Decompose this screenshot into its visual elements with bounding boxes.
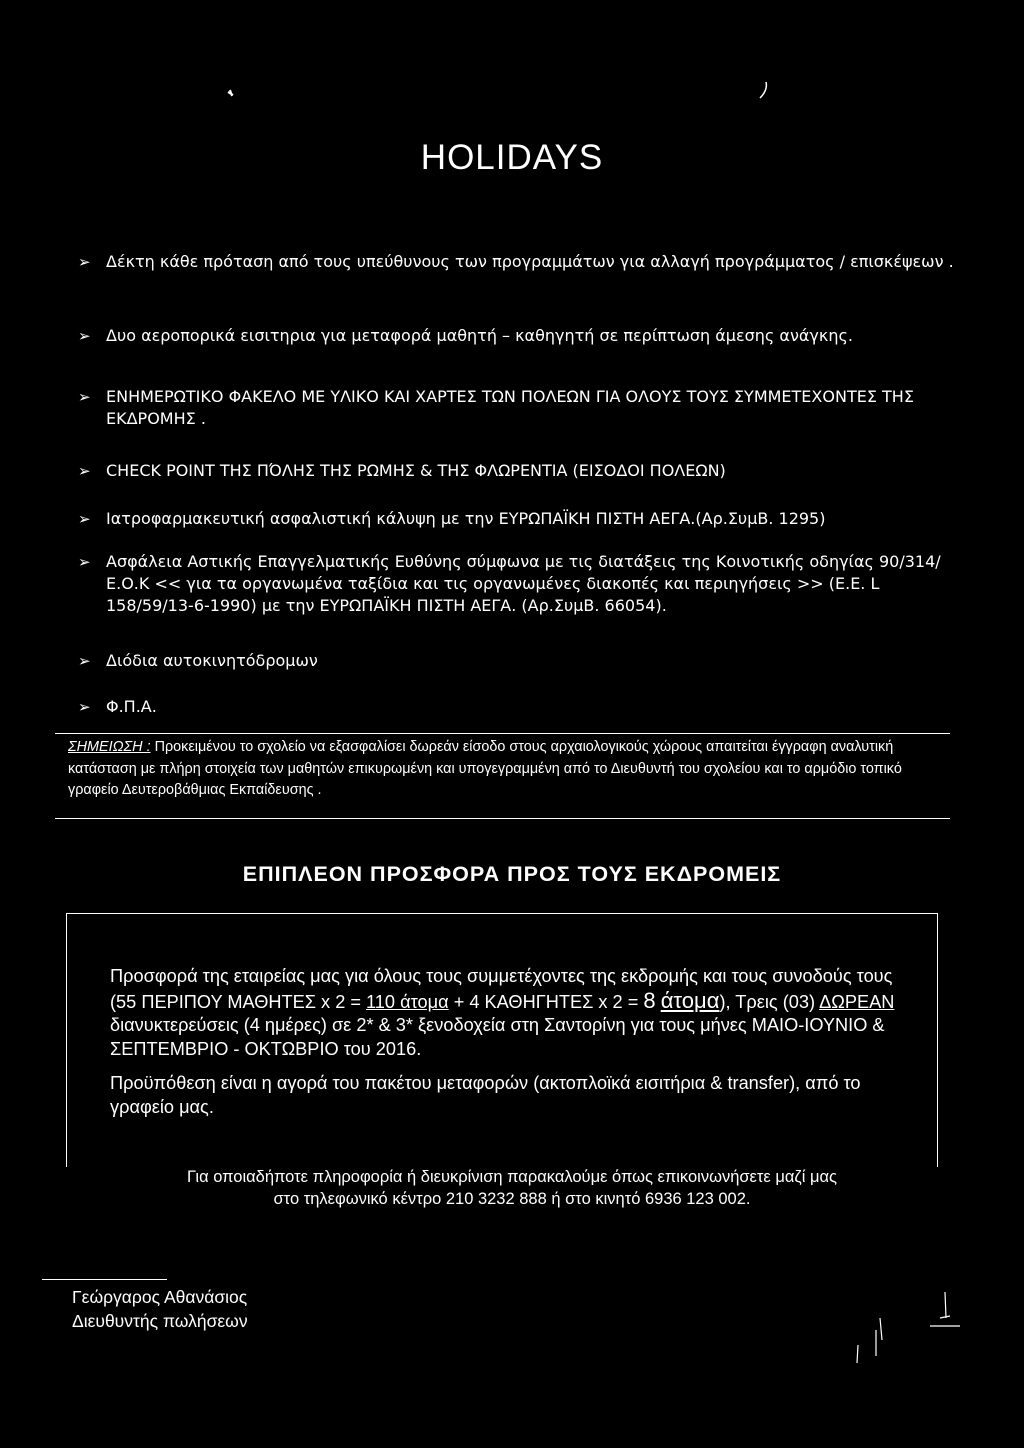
- bullet-item: [78, 251, 958, 273]
- offer-paragraph: Προσφορά της εταιρείας μας για όλους τους συμμετέχοντες της εκδρομής και τους συνοδούς τους (55 ΠΕΡΙΠΟΥ ΜΑΘΗΤΕΣ x 2 = 110 άτομα + 4 ΚΑΘΗΓΗΤΕΣ x 2 = 8 άτομα), Τρεις (03) ΔΩΡΕΑΝ διανυκτερεύσεις (4 ημέρες) σε 2* & 3* ξενοδοχεία στη Σαντορίνη για τους μήνες ΜΑΙΟ-ΙΟΥΝΙΟ & ΣΕΠΤΕΜΒΡΙΟ - ΟΚΤΩΒΡΙΟ του 2016.: [110, 966, 895, 1059]
- contact-info: [0, 1166, 1024, 1210]
- signature-line: [42, 1279, 167, 1280]
- bullet-item: [78, 325, 958, 347]
- signature-role: Διευθυντής πωλήσεων: [72, 1311, 248, 1331]
- offer-heading: ΕΠΙΠΛΕΟΝ ΠΡΟΣΦΟΡΑ ΠΡΟΣ ΤΟΥΣ ΕΚΔΡΟΜΕΙΣ: [242, 862, 782, 886]
- note-text: Προκειμένου το σχολείο να εξασφαλίσει δωρεάν είσοδο στους αρχαιολογικούς χώρους απαιτείται έγγραφη αναλυτική κατάσταση με πλήρη στοιχεία των μαθητών επικυρωμένη και υπογεγραμμένη από το Διευθυντή του σχολείου και το αρμόδιο τοπικό γραφείο Δευτεροβάθμιας Εκπαίδευσης .: [68, 739, 902, 799]
- bullet-text: Φ.Π.Α.: [106, 697, 157, 716]
- bullet-text: Δέκτη κάθε πρόταση από τους υπεύθυνους των προγραμμάτων για αλλαγή προγράμματος / επισκέψεων .: [106, 252, 954, 271]
- bullet-text: Ασφάλεια Αστικής Επαγγελματικής Ευθύνης σύμφωνα με τις διατάξεις της Κοινοτικής οδηγίας 90/314/Ε.Ο.Κ << για τα οργανωμένα ταξίδια και τις οργανωμένες διακοπές και περιηγήσεις >> (Ε.Ε. L 158/59/13-6-1990) με την ΕΥΡΩΠΑΪΚΗ ΠΙΣΤΗ ΑΕΓΑ. (Αρ.ΣυμΒ. 66054).: [106, 552, 941, 615]
- bullet-item: [78, 386, 958, 430]
- note-label: ΣΗΜΕΙΩΣΗ :: [68, 739, 151, 755]
- contact-line: στο τηλεφωνικό κέντρο 210 3232 888 ή στο κινητό 6936 123 002.: [273, 1190, 751, 1208]
- bullet-text: Ιατροφαρμακευτική ασφαλιστική κάλυψη με την ΕΥΡΩΠΑΪΚΗ ΠΙΣΤΗ ΑΕΓΑ.(Αρ.ΣυμΒ. 1295): [106, 509, 826, 528]
- signature-name: Γεώργαρος Αθανάσιος: [72, 1287, 248, 1307]
- bullet-item: [78, 650, 958, 672]
- offer-condition: Προϋπόθεση είναι η αγορά του πακέτου μεταφορών (ακτοπλοϊκά εισιτήρια & transfer), από το γραφείο μας.: [110, 1073, 861, 1117]
- arrow-bullet-icon: ➢: [78, 553, 91, 571]
- note: [68, 737, 953, 802]
- bullet-text: Διόδια αυτοκινητόδρομων: [106, 651, 318, 670]
- signature-block: [72, 1285, 248, 1333]
- offer-body: [110, 965, 900, 1119]
- bullet-item: [78, 551, 958, 617]
- bullet-item: [78, 460, 958, 482]
- contact-line: Για οποιαδήποτε πληροφορία ή διευκρίνιση παρακαλούμε όπως επικοινωνήσετε μαζί μας: [187, 1168, 837, 1186]
- bullet-text: CHECK POINT ΤΗΣ ΠΌΛΗΣ ΤΗΣ ΡΩΜΗΣ & ΤΗΣ ΦΛΩΡΕΝΤΙΑ (ΕΙΣΟΔΟΙ ΠΟΛΕΩΝ): [106, 461, 726, 480]
- bullet-text: Δυο αεροπορικά εισιτηρια για μεταφορά μαθητή – καθηγητή σε περίπτωση άμεσης ανάγκης.: [106, 326, 853, 345]
- arrow-bullet-icon: ➢: [78, 327, 91, 345]
- arrow-bullet-icon: ➢: [78, 388, 91, 406]
- page-title: HOLIDAYS: [420, 138, 604, 177]
- bullet-item: [78, 508, 958, 530]
- bullet-item: [78, 696, 958, 718]
- arrow-bullet-icon: ➢: [78, 253, 91, 271]
- arrow-bullet-icon: ➢: [78, 652, 91, 670]
- arrow-bullet-icon: ➢: [78, 698, 91, 716]
- arrow-bullet-icon: ➢: [78, 510, 91, 528]
- bullet-text: ΕΝΗΜΕΡΩΤΙΚΟ ΦΑΚΕΛΟ ΜΕ ΥΛΙΚΟ ΚΑΙ ΧΑΡΤΕΣ ΤΩΝ ΠΟΛΕΩΝ ΓΙΑ ΟΛΟΥΣ ΤΟΥΣ ΣΥΜΜΕΤΕΧΟΝΤΕΣ ΤΗΣ ΕΚΔΡΟΜΗΣ .: [106, 387, 914, 428]
- arrow-bullet-icon: ➢: [78, 462, 91, 480]
